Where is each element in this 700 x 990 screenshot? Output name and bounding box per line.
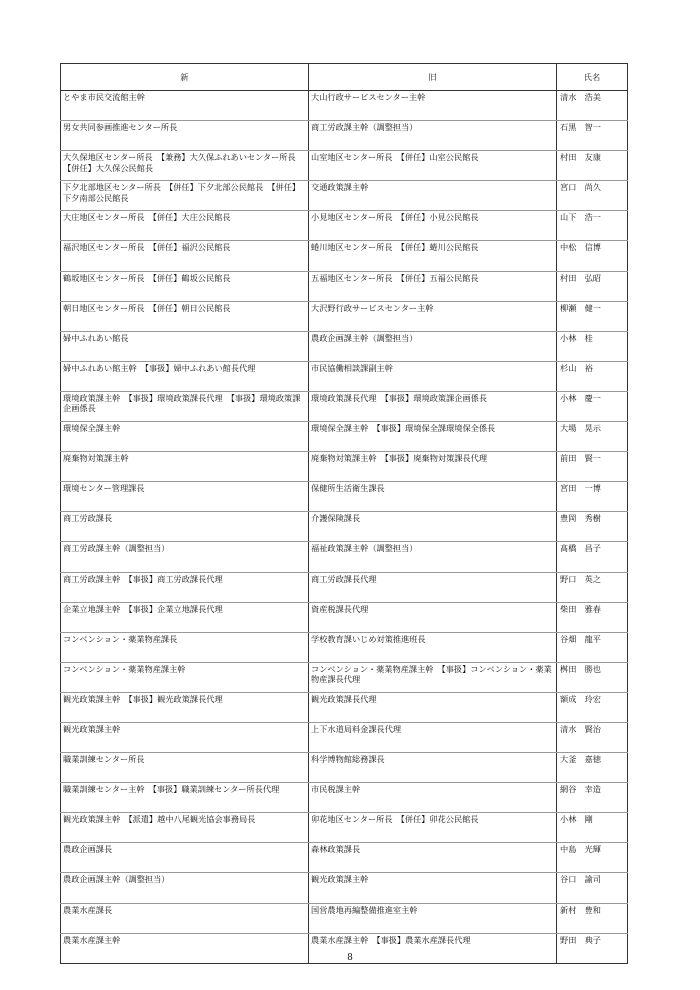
new-position-cell: 大久保地区センター所長 【兼務】大久保ふれあいセンター所長 【併任】大久保公民館長 [61,151,309,181]
person-name-cell: 桝田 勝也 [557,662,628,692]
old-position-cell: 上下水道局料金課長代理 [309,722,557,752]
person-name-cell: 額成 玲宏 [557,692,628,722]
person-name-cell: 中島 光輝 [557,843,628,873]
old-position-cell: 廃棄物対策課主幹 【事扱】廃棄物対策課長代理 [309,452,557,482]
page-number: 8 [347,953,353,963]
person-name-cell: 小林 慶一 [557,391,628,421]
table-row [61,181,628,211]
person-name-cell: 髙橋 昌子 [557,542,628,572]
table-row [61,843,628,873]
person-name-cell: 清水 浩美 [557,91,628,121]
new-position-cell: 大庄地区センター所長 【併任】大庄公民館長 [61,211,309,241]
table-row [61,692,628,722]
table-row [61,873,628,903]
table-row [61,121,628,151]
new-position-cell: 商工労政課主幹（調整担当） [61,542,309,572]
old-position-cell: 観光政策課主幹 [309,873,557,903]
table-row [61,783,628,813]
new-position-cell: コンベンション・薬業物産課長 [61,632,309,662]
person-name-cell: 村田 友康 [557,151,628,181]
table-row [61,241,628,271]
table-row [61,482,628,512]
new-position-cell: コンベンション・薬業物産課主幹 [61,662,309,692]
old-position-cell: 山室地区センター所長 【併任】山室公民館長 [309,151,557,181]
old-position-cell: 市民税課主幹 [309,783,557,813]
old-position-cell: 卯花地区センター所長 【併任】卯花公民館長 [309,813,557,843]
table-body [61,91,628,964]
person-name-cell: 宮口 尚久 [557,181,628,211]
table-row [61,151,628,181]
old-position-cell: 農政企画課主幹（調整担当） [309,331,557,361]
new-position-cell: 福沢地区センター所長 【併任】福沢公民館長 [61,241,309,271]
old-position-cell: 農業水産課主幹 【事扱】農業水産課長代理 [309,933,557,963]
new-position-cell: 朝日地区センター所長 【併任】朝日公民館長 [61,301,309,331]
new-position-cell: 婦中ふれあい館主幹 【事扱】婦中ふれあい館長代理 [61,361,309,391]
old-position-cell: 観光政策課長代理 [309,692,557,722]
new-position-cell: 男女共同参画推進センター所長 [61,121,309,151]
new-position-cell: 農業水産課長 [61,903,309,933]
new-position-cell: 観光政策課主幹 [61,722,309,752]
table-row [61,211,628,241]
table-row [61,632,628,662]
person-name-cell: 小林 剛 [557,813,628,843]
old-position-cell: 交通政策課主幹 [309,181,557,211]
new-position-cell: 観光政策課主幹 【事扱】観光政策課長代理 [61,692,309,722]
table-row [61,542,628,572]
new-position-cell: 環境保全課主幹 [61,422,309,452]
old-position-cell: 環境保全課主幹 【事扱】環境保全課環境保全係長 [309,422,557,452]
table-row [61,722,628,752]
table-row [61,391,628,421]
column-header-name: 氏名 [557,64,628,91]
old-position-cell: コンベンション・薬業物産課主幹 【事扱】コンベンション・薬業物産課長代理 [309,662,557,692]
person-name-cell: 柴田 雅春 [557,602,628,632]
old-position-cell: 五福地区センター所長 【併任】五福公民館長 [309,271,557,301]
column-header-new: 新 [61,64,309,91]
person-name-cell: 谷口 諭司 [557,873,628,903]
new-position-cell: 企業立地課主幹 【事扱】企業立地課長代理 [61,602,309,632]
old-position-cell: 市民協働相談課副主幹 [309,361,557,391]
new-position-cell: 観光政策課主幹 【派遣】越中八尾観光協会事務局長 [61,813,309,843]
old-position-cell: 大沢野行政サービスセンター主幹 [309,301,557,331]
new-position-cell: 職業訓練センター主幹 【事扱】職業訓練センター所長代理 [61,783,309,813]
old-position-cell: 資産税課長代理 [309,602,557,632]
table-row [61,753,628,783]
person-name-cell: 宮田 一博 [557,482,628,512]
new-position-cell: とやま市民交流館主幹 [61,91,309,121]
new-position-cell: 婦中ふれあい館長 [61,331,309,361]
person-name-cell: 大場 晃示 [557,422,628,452]
old-position-cell: 森林政策課長 [309,843,557,873]
person-name-cell: 野口 英之 [557,572,628,602]
person-name-cell: 柳瀬 健一 [557,301,628,331]
old-position-cell: 商工労政課長代理 [309,572,557,602]
new-position-cell: 農政企画課主幹（調整担当） [61,873,309,903]
table-row [61,452,628,482]
person-name-cell: 豊岡 秀樹 [557,512,628,542]
old-position-cell: 蜷川地区センター所長 【併任】蜷川公民館長 [309,241,557,271]
new-position-cell: 農政企画課長 [61,843,309,873]
new-position-cell: 農業水産課主幹 [61,933,309,963]
new-position-cell: 環境センター管理課長 [61,482,309,512]
old-position-cell: 小見地区センター所長 【併任】小見公民館長 [309,211,557,241]
old-position-cell: 保健所生活衛生課長 [309,482,557,512]
table-row [61,813,628,843]
new-position-cell: 商工労政課主幹 【事扱】商工労政課長代理 [61,572,309,602]
person-name-cell: 石黒 智一 [557,121,628,151]
table-row [61,512,628,542]
old-position-cell: 介護保険課長 [309,512,557,542]
table-row [61,271,628,301]
old-position-cell: 科学博物館総務課長 [309,753,557,783]
old-position-cell: 大山行政サービスセンター主幹 [309,91,557,121]
person-name-cell: 清水 賢治 [557,722,628,752]
column-header-old: 旧 [309,64,557,91]
new-position-cell: 商工労政課長 [61,512,309,542]
table-row [61,91,628,121]
person-name-cell: 大釜 嘉徳 [557,753,628,783]
old-position-cell: 商工労政課主幹（調整担当） [309,121,557,151]
person-name-cell: 山下 浩一 [557,211,628,241]
new-position-cell: 鶴坂地区センター所長 【併任】鶴坂公民館長 [61,271,309,301]
table-header-row [61,64,628,91]
old-position-cell: 福祉政策課主幹（調整担当） [309,542,557,572]
person-name-cell: 中松 信博 [557,241,628,271]
old-position-cell: 環境政策課長代理 【事扱】環境政策課企画係長 [309,391,557,421]
new-position-cell: 廃棄物対策課主幹 [61,452,309,482]
person-name-cell: 杉山 裕 [557,361,628,391]
table-row [61,301,628,331]
table-row [61,662,628,692]
table-row [61,361,628,391]
table-row [61,602,628,632]
new-position-cell: 職業訓練センター所長 [61,753,309,783]
new-position-cell: 下夕北部地区センター所長 【併任】下夕北部公民館長 【併任】下夕南部公民館長 [61,181,309,211]
table-row [61,903,628,933]
table-row [61,422,628,452]
person-name-cell: 前田 賢一 [557,452,628,482]
person-name-cell: 小林 桂 [557,331,628,361]
person-name-cell: 谷畑 龍平 [557,632,628,662]
table-row [61,331,628,361]
personnel-table [60,63,628,964]
person-name-cell: 村田 弘昭 [557,271,628,301]
old-position-cell: 学校教育課いじめ対策推進班長 [309,632,557,662]
old-position-cell: 国営農地再編整備推進室主幹 [309,903,557,933]
person-name-cell: 網谷 幸造 [557,783,628,813]
person-name-cell: 野田 典子 [557,933,628,963]
new-position-cell: 環境政策課主幹 【事扱】環境政策課長代理 【事扱】環境政策課企画係長 [61,391,309,421]
person-name-cell: 新村 豊和 [557,903,628,933]
table-row [61,572,628,602]
